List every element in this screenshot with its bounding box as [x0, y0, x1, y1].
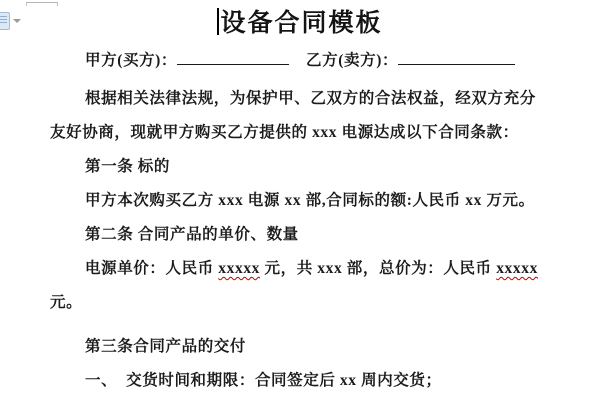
misspelled-word: xxxxx [218, 260, 261, 277]
delivery-item-line[interactable]: 一、 交货时间和期限：合同签定后 xx 周内交货； [85, 372, 442, 389]
article3-heading[interactable]: 第三条合同产品的交付 [85, 338, 247, 355]
price-segment: 电源单价：人民币 [85, 260, 219, 277]
misspelled-word: xxxxx [496, 260, 538, 277]
price-overflow-line[interactable]: 元。 [50, 294, 83, 311]
document-title: 设备合同模板 [220, 10, 383, 37]
party-a-blank-field[interactable] [177, 49, 289, 65]
parties-line[interactable] [85, 48, 515, 70]
article1-body[interactable]: 甲方本次购买乙方 xxx 电源 xx 部,合同标的额:人民币 xx 万元。 [85, 192, 535, 209]
party-a-label: 甲方(买方)： [85, 52, 178, 69]
article2-heading[interactable]: 第二条 合同产品的单价、数量 [85, 226, 299, 243]
title-row[interactable] [0, 3, 600, 39]
price-segment: 元，共 xxx 部，总价为：人民币 [260, 260, 497, 277]
party-b-label: 乙方(卖方)： [306, 52, 399, 69]
price-line[interactable] [85, 256, 538, 278]
paragraph-line[interactable]: 根据相关法律法规，为保护甲、乙双方的合法权益，经双方充分 [85, 90, 536, 107]
article1-heading[interactable]: 第一条 标的 [85, 158, 170, 175]
party-b-blank-field[interactable] [398, 49, 515, 65]
paragraph-line[interactable]: 友好协商，现就甲方购买乙方提供的 xxx 电源达成以下合同条款： [50, 124, 519, 141]
